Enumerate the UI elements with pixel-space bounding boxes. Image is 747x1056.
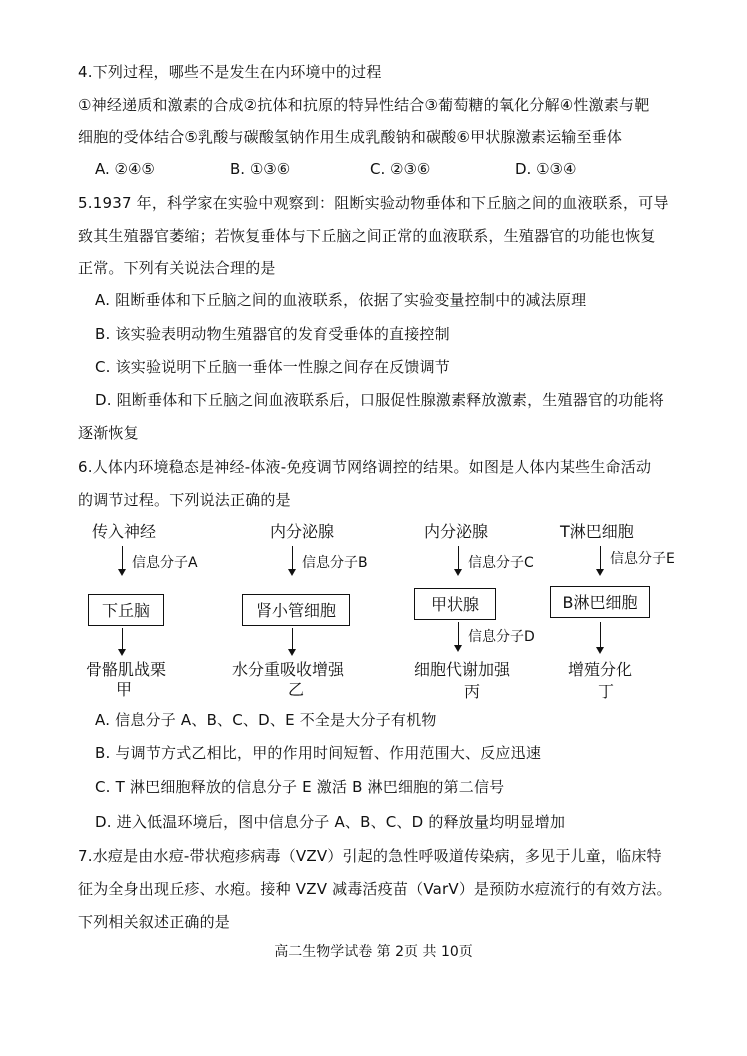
diagram-column-jia: [88, 522, 238, 702]
q4-option-d[interactable]: D. ①③④: [515, 160, 577, 178]
process-label: 丁: [598, 682, 615, 701]
q4-option-c[interactable]: C. ②③⑥: [370, 160, 431, 178]
source-label: 内分泌腺: [424, 522, 489, 541]
effect-label: 增殖分化: [568, 660, 633, 679]
target-box: 甲状腺: [414, 588, 496, 620]
q5-option-c[interactable]: C. 该实验说明下丘脑一垂体一性腺之间存在反馈调节: [95, 358, 451, 376]
q7-stem-line3: 下列相关叙述正确的是: [78, 913, 231, 931]
q5-option-d-line1[interactable]: D. 阻断垂体和下丘脑之间血液联系后，口服促性腺激素释放激素，生殖器官的功能将: [95, 391, 664, 409]
arrow-down-icon: [458, 622, 459, 650]
diagram-column-yi: [232, 522, 382, 702]
q4-items-line1: ①神经递质和激素的合成②抗体和抗原的特异性结合③葡萄糖的氧化分解④性激素与靶: [78, 96, 650, 114]
arrow-down-icon: [600, 546, 601, 574]
arrow-down-icon: [122, 546, 123, 574]
q6-stem-line1: 6.人体内环境稳态是神经-体液-免疫调节网络调控的结果。如图是人体内某些生命活动: [78, 458, 652, 476]
q5-stem-line3: 正常。下列有关说法合理的是: [78, 259, 276, 277]
effect-label: 水分重吸收增强: [232, 660, 345, 679]
arrow-down-icon: [458, 546, 459, 574]
effect-label: 细胞代谢加强: [414, 660, 511, 679]
effect-label: 骨骼肌战栗: [86, 660, 167, 679]
q5-option-b[interactable]: B. 该实验表明动物生殖器官的发育受垂体的直接控制: [95, 325, 450, 343]
arrow-down-icon: [122, 628, 123, 654]
q5-stem-line1: 5.1937 年，科学家在实验中观察到：阻断实验动物垂体和下丘脑之间的血液联系，可导: [78, 194, 669, 212]
process-label: 甲: [116, 680, 133, 699]
regulation-diagram: [70, 522, 710, 702]
diagram-column-ding: [548, 522, 698, 702]
q4-items-line2: 细胞的受体结合⑤乳酸与碳酸氢钠作用生成乳酸钠和碳酸⑥甲状腺激素运输至垂体: [78, 128, 623, 146]
q6-option-d[interactable]: D. 进入低温环境后，图中信息分子 A、B、C、D 的释放量均明显增加: [95, 813, 566, 831]
arrow-down-icon: [292, 546, 293, 574]
q6-stem-line2: 的调节过程。下列说法正确的是: [78, 491, 291, 509]
arrow-down-icon: [600, 622, 601, 652]
q5-option-d-line2: 逐渐恢复: [78, 424, 139, 442]
target-box: 肾小管细胞: [242, 594, 350, 626]
process-label: 乙: [288, 680, 305, 699]
page-footer: 高二生物学试卷 第 2页 共 10页: [274, 944, 473, 960]
q6-option-b[interactable]: B. 与调节方式乙相比，甲的作用时间短暂、作用范围大、反应迅速: [95, 744, 542, 762]
target-box: B淋巴细胞: [550, 586, 650, 618]
q5-stem-line2: 致其生殖器官萎缩；若恢复垂体与下丘脑之间正常的血液联系，生殖器官的功能也恢复: [78, 227, 656, 245]
signal-label-2: 信息分子D: [468, 629, 535, 645]
diagram-column-bing: [412, 522, 562, 702]
target-box: 下丘脑: [88, 594, 164, 626]
signal-label: 信息分子B: [302, 555, 368, 571]
source-label: T淋巴细胞: [560, 522, 634, 541]
q7-stem-line1: 7.水痘是由水痘-带状疱疹病毒（VZV）引起的急性呼吸道传染病，多见于儿童，临床特: [78, 847, 662, 865]
q7-stem-line2: 征为全身出现丘疹、水疱。接种 VZV 减毒活疫苗（VarV）是预防水痘流行的有效方法。: [78, 880, 672, 898]
q4-option-b[interactable]: B. ①③⑥: [230, 160, 291, 178]
q5-option-a[interactable]: A. 阻断垂体和下丘脑之间的血液联系，依据了实验变量控制中的减法原理: [95, 291, 587, 309]
source-label: 传入神经: [92, 522, 157, 541]
signal-label: 信息分子E: [610, 551, 675, 567]
q4-stem: 4.下列过程，哪些不是发生在内环境中的过程: [78, 63, 382, 81]
q6-option-c[interactable]: C. T 淋巴细胞释放的信息分子 E 激活 B 淋巴细胞的第二信号: [95, 778, 505, 796]
process-label: 丙: [464, 682, 481, 701]
signal-label: 信息分子C: [468, 555, 534, 571]
q6-option-a[interactable]: A. 信息分子 A、B、C、D、E 不全是大分子有机物: [95, 711, 437, 729]
q4-option-a[interactable]: A. ②④⑤: [95, 160, 155, 178]
source-label: 内分泌腺: [270, 522, 335, 541]
arrow-down-icon: [292, 628, 293, 654]
signal-label: 信息分子A: [132, 555, 198, 571]
